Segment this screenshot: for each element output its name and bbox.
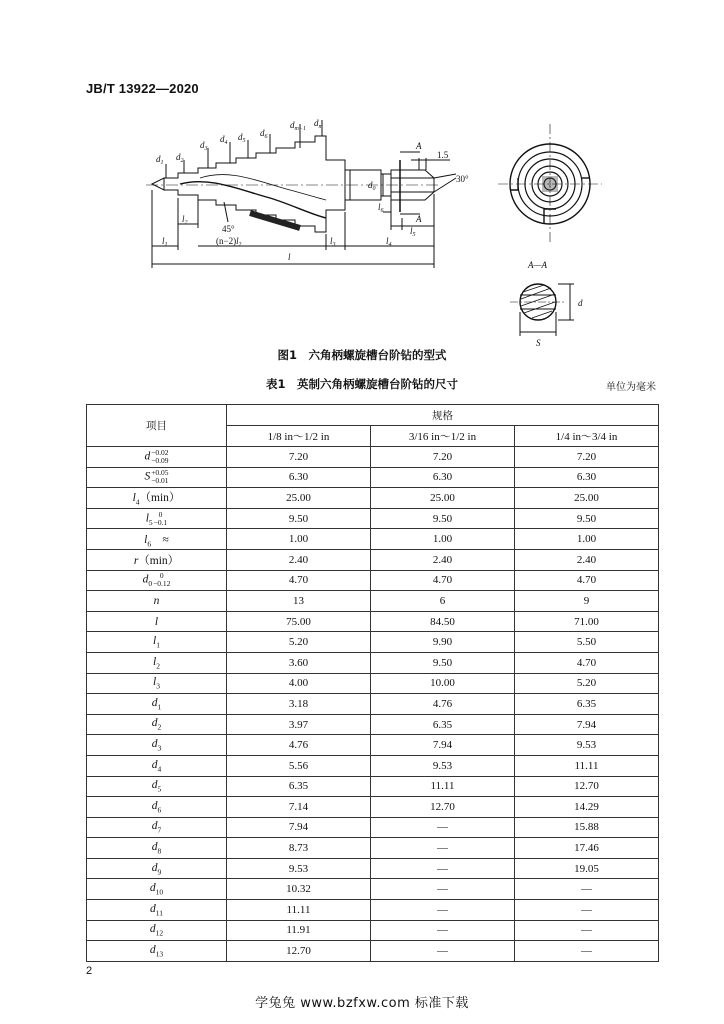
param-subscript: 4: [135, 497, 140, 507]
param-subscript: 4: [157, 763, 162, 773]
param-symbol: l: [153, 676, 157, 689]
table-row: [87, 797, 659, 818]
tolerance-lower: −0.09: [151, 455, 169, 465]
value-cell: 9.50: [371, 508, 515, 529]
table-row: [87, 467, 659, 488]
param-symbol: d: [151, 799, 158, 812]
value-cell: 4.76: [227, 735, 371, 756]
value-cell: 2.40: [371, 549, 515, 570]
value-cell: 4.70: [515, 570, 659, 591]
unit-note: 单位为毫米: [606, 382, 656, 393]
param-cell: [87, 591, 227, 612]
param-symbol: d: [151, 696, 158, 709]
table-caption: 表1 英制六角柄螺旋槽台阶钻的尺寸: [266, 377, 458, 391]
param-cell: [87, 776, 227, 797]
param-cell: [87, 941, 227, 962]
param-subscript: 11: [155, 908, 163, 917]
param-symbol: l: [145, 512, 149, 525]
param-subscript: 0: [148, 579, 153, 589]
param-cell: [87, 673, 227, 694]
value-cell: 75.00: [227, 611, 371, 632]
table-row: [87, 879, 659, 900]
tolerance-lower: −0.01: [151, 476, 169, 486]
table-row: [87, 900, 659, 921]
svg-text:A: A: [416, 141, 422, 151]
value-cell: —: [371, 941, 515, 962]
value-cell: 4.70: [515, 652, 659, 673]
value-cell: 5.20: [227, 632, 371, 653]
param-symbol: d: [150, 902, 156, 915]
svg-text:30°: 30°: [456, 174, 469, 184]
value-cell: 10.00: [371, 673, 515, 694]
param-cell: [87, 879, 227, 900]
column-header: 1/8 in～1/2 in: [227, 426, 371, 447]
param-subscript: 9: [157, 866, 162, 876]
standard-code: JB/T 13922—2020: [86, 81, 199, 96]
value-cell: 3.60: [227, 652, 371, 673]
header-spec: 规格: [227, 405, 659, 426]
tolerance: [154, 511, 168, 527]
param-subscript: 10: [155, 887, 164, 897]
figure-caption: 图1 六角柄螺旋槽台阶钻的型式: [277, 348, 447, 362]
value-cell: 10.32: [227, 879, 371, 900]
table-row: [87, 694, 659, 715]
svg-text:l4: $l_4$: [386, 236, 392, 248]
param-symbol: l: [132, 492, 136, 505]
value-cell: 4.70: [371, 570, 515, 591]
param-symbol: d: [151, 779, 158, 792]
table-row: [87, 570, 659, 591]
value-cell: 7.20: [371, 447, 515, 468]
value-cell: 9.53: [371, 755, 515, 776]
table-row: [87, 611, 659, 632]
footer-watermark: 学兔兔 www.bzfxw.com 标准下载: [255, 996, 469, 1011]
value-cell: 19.05: [515, 858, 659, 879]
value-cell: 15.88: [515, 817, 659, 838]
table-row: [87, 755, 659, 776]
table-body: [87, 447, 659, 962]
value-cell: 6.30: [515, 467, 659, 488]
value-cell: 6.35: [515, 694, 659, 715]
value-cell: 25.00: [227, 488, 371, 509]
table-row: [87, 817, 659, 838]
svg-text:(n−2)l2: $(n-2)l_2$: [216, 236, 242, 248]
value-cell: 7.20: [515, 447, 659, 468]
table-row: [87, 549, 659, 570]
svg-text:d0: $d_0$: [368, 180, 376, 192]
param-symbol: d: [151, 758, 158, 771]
param-cell: [87, 529, 227, 550]
param-cell: [87, 611, 227, 632]
value-cell: 6.30: [371, 467, 515, 488]
value-cell: 6: [371, 591, 515, 612]
param-cell: [87, 817, 227, 838]
param-subscript: 6: [147, 538, 152, 548]
tolerance: [153, 572, 170, 588]
table-row: [87, 714, 659, 735]
param-symbol: n: [153, 594, 160, 607]
param-suffix: （min）: [138, 554, 180, 567]
value-cell: 3.18: [227, 694, 371, 715]
value-cell: 13: [227, 591, 371, 612]
svg-text:l3: $l_3$: [330, 236, 336, 248]
tolerance-upper: 0: [159, 571, 164, 581]
param-subscript: 1: [157, 702, 162, 712]
param-symbol: l: [154, 615, 159, 628]
param-cell: [87, 467, 227, 488]
value-cell: —: [371, 858, 515, 879]
param-symbol: r: [133, 554, 139, 567]
value-cell: 11.91: [227, 920, 371, 941]
dimension-table-wrapper: [86, 404, 658, 962]
param-symbol: d: [151, 840, 158, 853]
tolerance-upper: 0: [158, 509, 163, 519]
value-cell: 8.73: [227, 838, 371, 859]
value-cell: 6.35: [371, 714, 515, 735]
svg-text:A—A: A—A: [528, 260, 547, 270]
value-cell: —: [371, 879, 515, 900]
svg-text:d1: $d_1$: [156, 154, 164, 166]
value-cell: 71.00: [515, 611, 659, 632]
svg-text:S: S: [536, 338, 541, 348]
param-subscript: 6: [157, 805, 162, 815]
value-cell: 9.53: [227, 858, 371, 879]
value-cell: 5.20: [515, 673, 659, 694]
value-cell: 1.00: [227, 529, 371, 550]
param-subscript: 3: [156, 681, 160, 691]
table-row: [87, 858, 659, 879]
svg-text:d5: $d_5$: [238, 132, 246, 144]
svg-text:l5: $l_5$: [410, 226, 416, 238]
param-cell: [87, 920, 227, 941]
param-symbol: d: [151, 717, 158, 730]
svg-text:45°: 45°: [222, 224, 235, 234]
value-cell: 3.97: [227, 714, 371, 735]
table-row: [87, 508, 659, 529]
param-suffix: （min）: [139, 492, 181, 505]
value-cell: 9.50: [515, 508, 659, 529]
value-cell: 9.90: [371, 632, 515, 653]
param-cell: [87, 838, 227, 859]
param-subscript: 1: [156, 640, 160, 650]
param-subscript: 13: [155, 949, 164, 959]
tolerance-lower: −0.1: [153, 517, 168, 527]
svg-text:d: d: [578, 298, 583, 308]
param-cell: [87, 549, 227, 570]
value-cell: 11.11: [227, 900, 371, 921]
value-cell: 5.56: [227, 755, 371, 776]
svg-text:1.5: 1.5: [437, 150, 449, 160]
column-header: 1/4 in～3/4 in: [515, 426, 659, 447]
svg-text:d6: $d_6$: [260, 128, 268, 140]
value-cell: —: [371, 817, 515, 838]
value-cell: 6.35: [227, 776, 371, 797]
table-row: [87, 920, 659, 941]
value-cell: 11.11: [371, 776, 515, 797]
param-symbol: d: [151, 820, 158, 833]
value-cell: 9.50: [227, 508, 371, 529]
tolerance-upper: −0.02: [151, 447, 169, 457]
param-cell: [87, 447, 227, 468]
svg-text:l1: $l_1$: [162, 236, 168, 248]
value-cell: 6.30: [227, 467, 371, 488]
param-cell: [87, 488, 227, 509]
value-cell: 25.00: [371, 488, 515, 509]
page-number: 2: [86, 965, 93, 977]
svg-text:d3: $d_3$: [200, 140, 208, 152]
table-row: [87, 652, 659, 673]
value-cell: 12.70: [371, 797, 515, 818]
param-symbol: d: [142, 574, 149, 586]
value-cell: —: [371, 920, 515, 941]
param-subscript: 8: [157, 846, 162, 856]
svg-text:l6: $l_6$: [378, 202, 384, 214]
param-subscript: 5: [157, 784, 162, 794]
table-row: [87, 529, 659, 550]
value-cell: 4.70: [227, 570, 371, 591]
param-subscript: 5: [148, 517, 153, 527]
value-cell: 7.14: [227, 797, 371, 818]
param-symbol: d: [149, 923, 156, 936]
table-row: [87, 673, 659, 694]
dimension-table: [86, 404, 659, 962]
param-symbol: l: [153, 655, 157, 668]
param-symbol: S: [144, 471, 151, 484]
value-cell: 7.20: [227, 447, 371, 468]
value-cell: 1.00: [371, 529, 515, 550]
step-drill-drawing: [140, 118, 600, 348]
value-cell: 2.40: [515, 549, 659, 570]
param-symbol: d: [149, 882, 156, 895]
svg-text:A: A: [416, 214, 422, 224]
param-subscript: 3: [157, 743, 162, 753]
table-row: [87, 776, 659, 797]
value-cell: 9: [515, 591, 659, 612]
tolerance: [151, 449, 168, 465]
param-cell: [87, 570, 227, 591]
value-cell: 2.40: [227, 549, 371, 570]
table-row: [87, 838, 659, 859]
value-cell: 17.46: [515, 838, 659, 859]
param-cell: [87, 797, 227, 818]
value-cell: —: [515, 920, 659, 941]
param-symbol: d: [144, 450, 151, 463]
param-symbol: d: [151, 737, 158, 750]
value-cell: 1.00: [515, 529, 659, 550]
value-cell: —: [515, 900, 659, 921]
param-subscript: 2: [157, 722, 162, 732]
param-cell: [87, 508, 227, 529]
value-cell: 5.50: [515, 632, 659, 653]
param-subscript: 2: [156, 660, 160, 670]
svg-text:d2: $d_2$: [176, 152, 184, 164]
table-row: [87, 735, 659, 756]
tolerance-lower: −0.12: [153, 579, 171, 589]
param-suffix: ≈: [151, 533, 169, 546]
value-cell: 9.50: [371, 652, 515, 673]
value-cell: —: [371, 838, 515, 859]
value-cell: 7.94: [371, 735, 515, 756]
param-cell: [87, 714, 227, 735]
param-cell: [87, 632, 227, 653]
param-cell: [87, 735, 227, 756]
param-symbol: l: [153, 634, 157, 647]
value-cell: 84.50: [371, 611, 515, 632]
param-symbol: d: [149, 943, 156, 956]
table-row: [87, 632, 659, 653]
param-subscript: 12: [155, 928, 164, 938]
param-cell: [87, 694, 227, 715]
param-cell: [87, 858, 227, 879]
value-cell: 12.70: [515, 776, 659, 797]
value-cell: 7.94: [515, 714, 659, 735]
value-cell: —: [515, 941, 659, 962]
param-cell: [87, 652, 227, 673]
header-item: 项目: [87, 405, 227, 447]
param-cell: [87, 900, 227, 921]
value-cell: 7.94: [227, 817, 371, 838]
svg-text:dm−1: $d_{m-1}$: [290, 120, 306, 132]
svg-text:d4: $d_4$: [220, 134, 228, 146]
table-row: [87, 941, 659, 962]
value-cell: 12.70: [227, 941, 371, 962]
svg-text:l: l: [288, 252, 291, 262]
column-header: 3/16 in～1/2 in: [371, 426, 515, 447]
value-cell: 25.00: [515, 488, 659, 509]
value-cell: 4.76: [371, 694, 515, 715]
tolerance-upper: +0.05: [151, 468, 169, 478]
table-row: [87, 488, 659, 509]
value-cell: 11.11: [515, 755, 659, 776]
value-cell: 9.53: [515, 735, 659, 756]
value-cell: —: [371, 900, 515, 921]
table-row: [87, 591, 659, 612]
param-symbol: d: [151, 861, 158, 874]
value-cell: —: [515, 879, 659, 900]
table-row: [87, 447, 659, 468]
svg-text:dm: $d_m$: [314, 118, 323, 130]
value-cell: 4.00: [227, 673, 371, 694]
svg-text:l2: $l_2$: [182, 214, 188, 226]
param-subscript: 7: [157, 825, 162, 835]
value-cell: 14.29: [515, 797, 659, 818]
param-symbol: l: [144, 533, 148, 546]
param-cell: [87, 755, 227, 776]
tolerance: [151, 469, 168, 485]
